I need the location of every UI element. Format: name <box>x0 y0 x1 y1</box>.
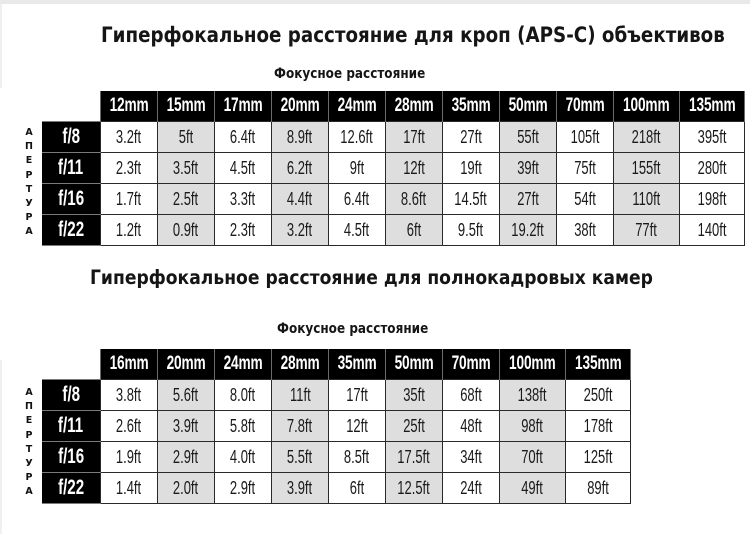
focal-length-header: 17mm <box>215 91 272 122</box>
table-row <box>42 411 631 442</box>
aperture-letter: Е <box>25 415 33 427</box>
aperture-letter: Р <box>25 212 33 224</box>
table-row <box>42 184 745 215</box>
distance-cell: 14.5ft <box>443 184 500 215</box>
left-edge-divider <box>0 4 2 88</box>
aperture-letter: А <box>25 486 33 498</box>
distance-cell: 4.4ft <box>272 184 329 215</box>
distance-cell: 218ft <box>614 122 680 153</box>
focal-length-header: 24mm <box>215 349 272 380</box>
distance-cell: 0.9ft <box>158 215 215 246</box>
distance-cell: 17.5ft <box>386 442 443 473</box>
distance-cell: 5.5ft <box>272 442 329 473</box>
distance-cell: 4.5ft <box>215 153 272 184</box>
distance-cell: 1.7ft <box>101 184 158 215</box>
full-frame-table-focal-length-caption: Фокусное расстояние <box>277 321 429 337</box>
distance-cell: 2.5ft <box>158 184 215 215</box>
distance-cell: 48ft <box>443 411 500 442</box>
aperture-letter: Р <box>25 429 33 441</box>
full-frame-table-title: Гиперфокальное расстояние для полнокадровых камер <box>90 266 653 289</box>
distance-cell: 12.6ft <box>329 122 386 153</box>
aperture-letter: У <box>25 458 33 470</box>
distance-cell: 8.9ft <box>272 122 329 153</box>
distance-cell: 198ft <box>679 184 745 215</box>
distance-cell: 54ft <box>557 184 614 215</box>
distance-cell: 8.6ft <box>386 184 443 215</box>
distance-cell: 125ft <box>565 442 631 473</box>
table-row <box>42 442 631 473</box>
focal-length-header: 70mm <box>557 91 614 122</box>
table-row <box>42 215 745 246</box>
distance-cell: 3.8ft <box>101 380 158 411</box>
focal-length-header: 24mm <box>329 91 386 122</box>
focal-length-header: 70mm <box>443 349 500 380</box>
distance-cell: 25ft <box>386 411 443 442</box>
focal-length-header: 20mm <box>272 91 329 122</box>
distance-cell: 105ft <box>557 122 614 153</box>
distance-cell: 12.5ft <box>386 473 443 504</box>
distance-cell: 2.0ft <box>158 473 215 504</box>
focal-length-header: 12mm <box>101 91 158 122</box>
distance-cell: 250ft <box>565 380 631 411</box>
focal-length-header: 50mm <box>500 91 557 122</box>
distance-cell: 27ft <box>500 184 557 215</box>
distance-cell: 27ft <box>443 122 500 153</box>
aperture-letter: А <box>25 127 33 138</box>
distance-cell: 89ft <box>565 473 631 504</box>
corner-cell <box>42 91 101 122</box>
focal-length-header: 28mm <box>272 349 329 380</box>
distance-cell: 6.4ft <box>329 184 386 215</box>
table-row <box>42 153 745 184</box>
distance-cell: 1.9ft <box>101 442 158 473</box>
distance-cell: 68ft <box>443 380 500 411</box>
table-row <box>42 380 631 411</box>
focal-length-header: 100mm <box>500 349 566 380</box>
distance-cell: 17ft <box>386 122 443 153</box>
aperture-letter: Т <box>25 443 33 455</box>
distance-cell: 7.8ft <box>272 411 329 442</box>
distance-cell: 2.9ft <box>158 442 215 473</box>
distance-cell: 2.9ft <box>215 473 272 504</box>
aperture-header: f/8 <box>42 380 101 411</box>
aperture-header: f/8 <box>42 122 101 153</box>
table-row <box>42 473 631 504</box>
focal-length-header: 100mm <box>614 91 680 122</box>
focal-length-header: 28mm <box>386 91 443 122</box>
crop-table-title: Гиперфокальное расстояние для кроп (APS-C) объективов <box>101 23 725 47</box>
aperture-header: f/22 <box>42 473 101 504</box>
distance-cell: 9ft <box>329 153 386 184</box>
distance-cell: 19ft <box>443 153 500 184</box>
distance-cell: 6.4ft <box>215 122 272 153</box>
distance-cell: 19.2ft <box>500 215 557 246</box>
aperture-letter: Р <box>25 472 33 484</box>
distance-cell: 155ft <box>614 153 680 184</box>
distance-cell: 6ft <box>329 473 386 504</box>
distance-cell: 35ft <box>386 380 443 411</box>
aperture-letter: А <box>25 387 33 398</box>
distance-cell: 9.5ft <box>443 215 500 246</box>
distance-cell: 3.3ft <box>215 184 272 215</box>
aperture-letter: П <box>25 141 33 153</box>
distance-cell: 5ft <box>158 122 215 153</box>
aperture-letter: А <box>25 226 33 238</box>
left-edge-divider <box>0 360 2 534</box>
distance-cell: 6ft <box>386 215 443 246</box>
distance-cell: 4.0ft <box>215 442 272 473</box>
distance-cell: 98ft <box>500 411 566 442</box>
aperture-header: f/11 <box>42 411 101 442</box>
distance-cell: 1.4ft <box>101 473 158 504</box>
distance-cell: 24ft <box>443 473 500 504</box>
distance-cell: 55ft <box>500 122 557 153</box>
distance-cell: 2.6ft <box>101 411 158 442</box>
aperture-header: f/16 <box>42 442 101 473</box>
focal-length-header: 16mm <box>101 349 158 380</box>
focal-length-header: 135mm <box>679 91 745 122</box>
full-frame-aperture-vertical-label <box>22 386 36 500</box>
distance-cell: 1.2ft <box>101 215 158 246</box>
distance-cell: 3.2ft <box>101 122 158 153</box>
distance-cell: 178ft <box>565 411 631 442</box>
distance-cell: 138ft <box>500 380 566 411</box>
header-row <box>42 91 745 122</box>
distance-cell: 8.5ft <box>329 442 386 473</box>
crop-hyperfocal-table <box>42 91 745 246</box>
distance-cell: 3.9ft <box>158 411 215 442</box>
aperture-letter: Е <box>25 155 33 167</box>
distance-cell: 110ft <box>614 184 680 215</box>
distance-cell: 8.0ft <box>215 380 272 411</box>
distance-cell: 77ft <box>614 215 680 246</box>
distance-cell: 5.8ft <box>215 411 272 442</box>
distance-cell: 3.9ft <box>272 473 329 504</box>
distance-cell: 70ft <box>500 442 566 473</box>
distance-cell: 38ft <box>557 215 614 246</box>
distance-cell: 12ft <box>386 153 443 184</box>
distance-cell: 280ft <box>679 153 745 184</box>
focal-length-header: 135mm <box>565 349 631 380</box>
distance-cell: 3.5ft <box>158 153 215 184</box>
distance-cell: 6.2ft <box>272 153 329 184</box>
aperture-letter: Р <box>25 169 33 181</box>
aperture-letter: Т <box>25 183 33 195</box>
table-row <box>42 122 745 153</box>
aperture-header: f/16 <box>42 184 101 215</box>
distance-cell: 75ft <box>557 153 614 184</box>
focal-length-header: 20mm <box>158 349 215 380</box>
header-row <box>42 349 631 380</box>
distance-cell: 11ft <box>272 380 329 411</box>
corner-cell <box>42 349 101 380</box>
full-frame-hyperfocal-table <box>42 349 631 504</box>
distance-cell: 140ft <box>679 215 745 246</box>
aperture-header: f/11 <box>42 153 101 184</box>
distance-cell: 39ft <box>500 153 557 184</box>
distance-cell: 4.5ft <box>329 215 386 246</box>
focal-length-header: 15mm <box>158 91 215 122</box>
focal-length-header: 35mm <box>443 91 500 122</box>
distance-cell: 5.6ft <box>158 380 215 411</box>
top-band <box>0 0 750 4</box>
focal-length-header: 35mm <box>329 349 386 380</box>
distance-cell: 3.2ft <box>272 215 329 246</box>
crop-table-focal-length-caption: Фокусное расстояние <box>274 66 426 82</box>
distance-cell: 12ft <box>329 411 386 442</box>
distance-cell: 49ft <box>500 473 566 504</box>
aperture-letter: У <box>25 198 33 210</box>
distance-cell: 17ft <box>329 380 386 411</box>
aperture-letter: П <box>25 401 33 413</box>
distance-cell: 395ft <box>679 122 745 153</box>
distance-cell: 34ft <box>443 442 500 473</box>
focal-length-header: 50mm <box>386 349 443 380</box>
distance-cell: 2.3ft <box>101 153 158 184</box>
distance-cell: 2.3ft <box>215 215 272 246</box>
crop-aperture-vertical-label <box>22 126 36 240</box>
aperture-header: f/22 <box>42 215 101 246</box>
